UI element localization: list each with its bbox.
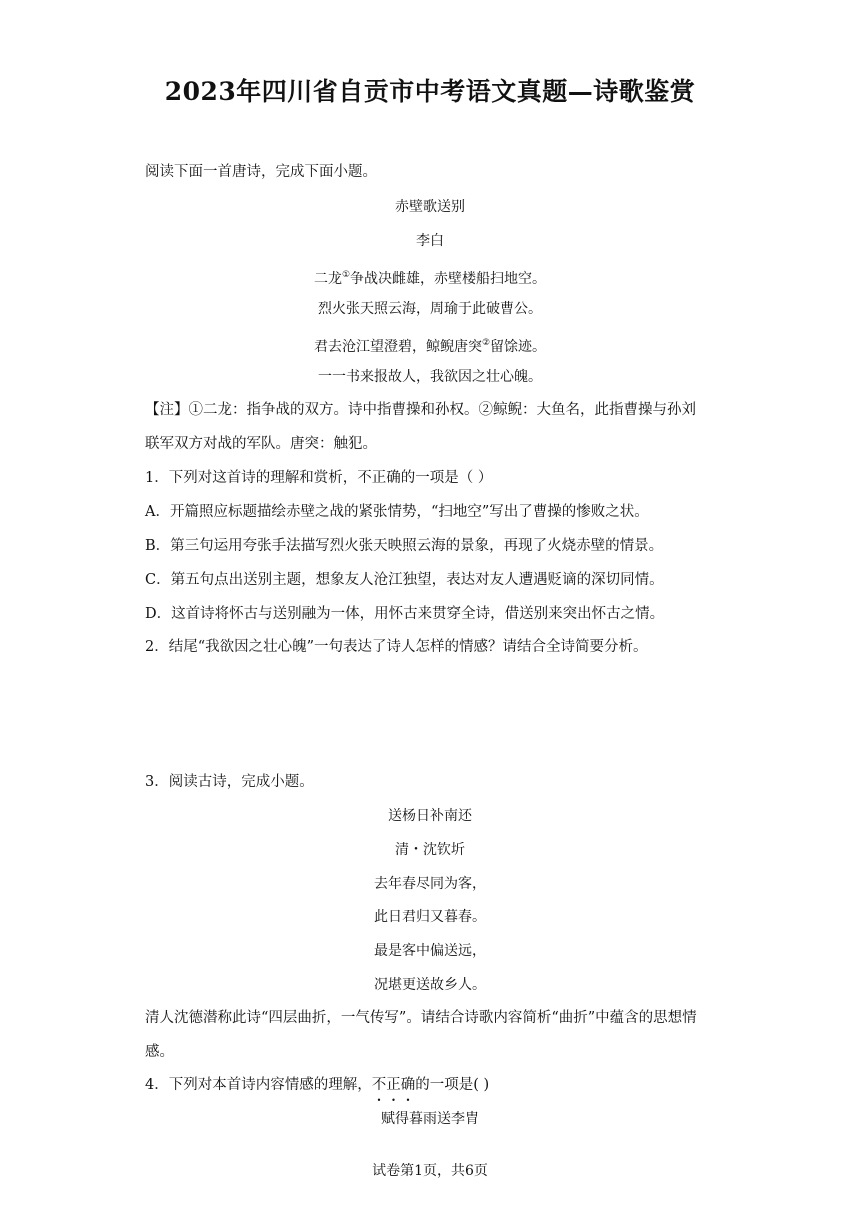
footnote-marker-1: ①	[341, 270, 351, 280]
poem1-line-2: 烈火张天照云海，周瑜于此破曹公。	[318, 301, 542, 317]
emphasis-char-2: 正	[386, 1077, 401, 1093]
footnote-marker-2: ②	[481, 338, 491, 348]
poem3-title: 赋得暮雨送李胄	[381, 1111, 479, 1127]
document-title: 2023年四川省自贡市中考语文真题—诗歌鉴赏	[164, 77, 696, 106]
question-1-stem: 1．下列对这首诗的理解和赏析，不正确的一项是（ ）	[145, 470, 493, 486]
question-3-text-1: 清人沈德潜称此诗“四层曲折，一气传写”。请结合诗歌内容简析“曲折”中蕴含的思想情	[145, 1010, 697, 1026]
emphasis-char-1: 不	[371, 1077, 387, 1093]
poem2-line-2: 此日君归又暮春。	[374, 909, 486, 925]
poem1-author: 李白	[416, 233, 444, 249]
question-4-stem	[145, 1075, 489, 1095]
question-4-pre: 4．下列对本首诗内容情感的理解，	[145, 1077, 372, 1093]
question-3-text-2: 感。	[145, 1044, 174, 1060]
question-1-option-c: C．第五句点出送别主题，想象友人沧江独望，表达对友人遭遇贬谪的深切同情。	[145, 572, 664, 588]
note-line-1: 【注】①二龙：指争战的双方。诗中指曹操和孙权。②鲸鲵：大鱼名，此指曹操与孙刘	[145, 402, 696, 418]
question-4-post: 的一项是( )	[415, 1077, 490, 1093]
question-3-stem: 3．阅读古诗，完成小题。	[145, 774, 314, 790]
poem2-line-3: 最是客中偏送远，	[374, 943, 486, 959]
poem1-line-1a: 二龙	[313, 271, 342, 287]
poem1-line-1	[0, 265, 860, 289]
poem1-line-3a: 君去沧江望澄碧，鲸鲵唐突	[313, 339, 482, 355]
note-line-2: 联军双方对战的军队。唐突：触犯。	[145, 436, 377, 452]
poem2-line-4: 况堪更送故乡人。	[374, 977, 486, 993]
poem1-line-4: 一一书来报故人，我欲因之壮心魄。	[318, 369, 542, 385]
poem2-author: 清・沈钦圻	[395, 842, 465, 858]
question-1-option-a: A．开篇照应标题描绘赤壁之战的紧张情势，“扫地空”写出了曹操的惨败之状。	[145, 504, 649, 520]
poem1-title: 赤壁歌送别	[395, 199, 465, 215]
poem1-line-3b: 留馀迹。	[490, 339, 547, 355]
poem2-line-1: 去年春尽同为客，	[374, 876, 486, 892]
question-2-stem: 2．结尾“我欲因之壮心魄”一句表达了诗人怎样的情感？请结合全诗简要分析。	[145, 639, 648, 655]
intro-text: 阅读下面一首唐诗，完成下面小题。	[145, 164, 377, 180]
poem1-line-1b: 争战决雌雄，赤壁楼船扫地空。	[350, 271, 547, 287]
page-footer: 试卷第1页，共6页	[372, 1163, 488, 1179]
poem1-line-3	[0, 333, 860, 357]
question-1-option-b: B．第三句运用夸张手法描写烈火张天映照云海的景象，再现了火烧赤壁的情景。	[145, 538, 664, 554]
emphasis-char-3: 确	[400, 1077, 416, 1093]
poem2-title: 送杨日补南还	[388, 808, 472, 824]
question-1-option-d: D．这首诗将怀古与送别融为一体，用怀古来贯穿全诗，借送别来突出怀古之情。	[145, 606, 665, 622]
